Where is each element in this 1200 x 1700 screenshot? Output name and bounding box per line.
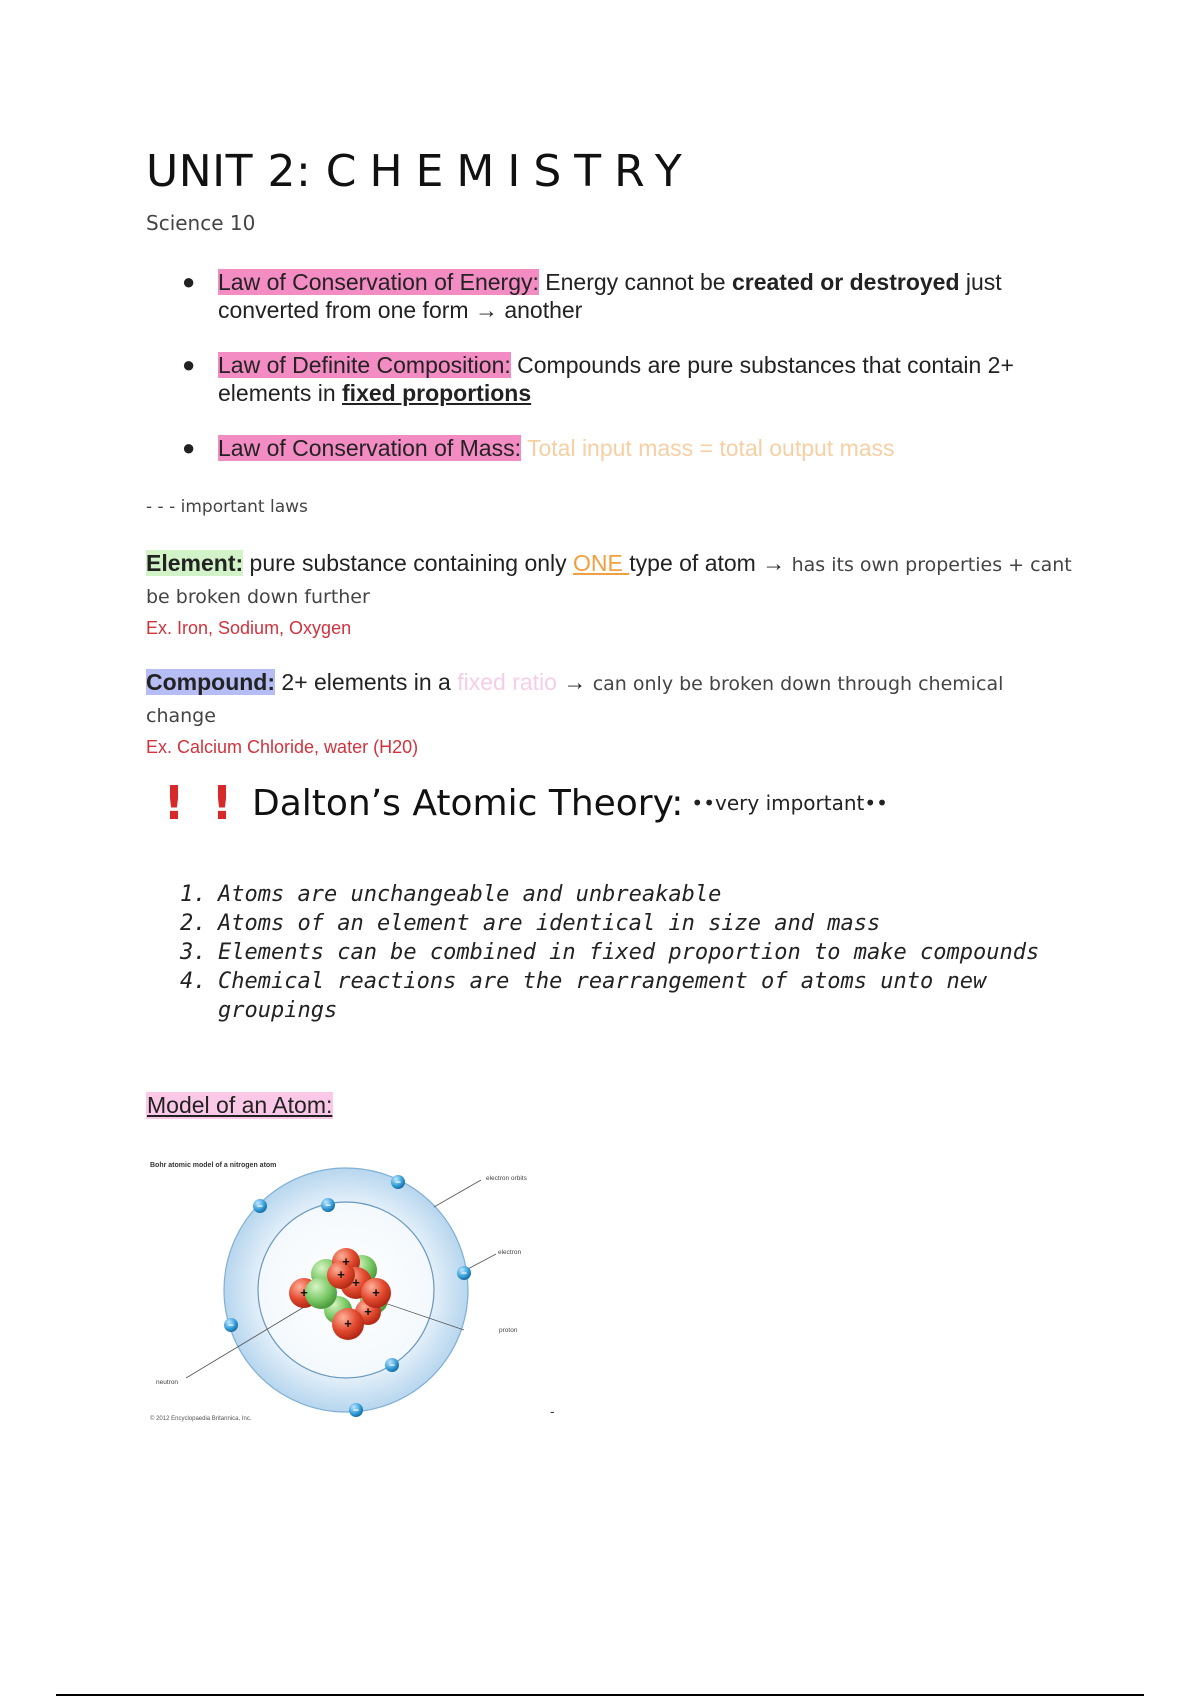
electron-label: electron	[498, 1249, 522, 1256]
title-prefix: UNIT 2:	[146, 146, 326, 197]
dalton-heading	[150, 776, 888, 830]
list-number: 3.	[180, 940, 207, 965]
element-text: type of atom →	[629, 550, 792, 576]
exclamation-icon: !	[163, 776, 185, 830]
law-bold: created or destroyed	[731, 269, 960, 295]
diagram-title: Bohr atomic model of a nitrogen atom	[150, 1162, 277, 1169]
dalton-title: Dalton’s Atomic Theory:	[252, 782, 684, 824]
law-definite-composition	[180, 351, 1080, 407]
law-faded-text: Total input mass = total output mass	[526, 435, 895, 461]
bullet-icon: ●	[182, 435, 196, 460]
electron-sign: −	[395, 1177, 401, 1189]
compound-text: →	[556, 669, 593, 695]
electron-sign: −	[353, 1405, 359, 1417]
page-title	[146, 146, 695, 197]
proton-sign: +	[342, 1254, 350, 1269]
law-name: Law of Conservation of Mass:	[218, 435, 521, 461]
electron-sign: −	[461, 1268, 467, 1280]
neutron-label: neutron	[156, 1379, 179, 1386]
list-number: 2.	[180, 911, 207, 936]
list-number: 4.	[180, 969, 207, 994]
orbit-label: electron orbits	[486, 1175, 527, 1182]
law-text: Compounds are pure substances that contain 2+ elements in	[218, 352, 1014, 406]
page-subtitle: Science 10	[146, 211, 256, 235]
electron-sign: −	[257, 1201, 263, 1213]
compound-definition	[146, 667, 1076, 758]
compound-faded: fixed ratio	[457, 669, 557, 695]
bullet-icon: ●	[182, 269, 196, 294]
list-text: Atoms of an element are identical in size and mass	[218, 911, 881, 936]
list-item	[180, 967, 1080, 1025]
proton-sign: +	[300, 1285, 308, 1300]
law-name: Law of Conservation of Energy:	[218, 269, 539, 295]
dalton-note: ••very important••	[691, 791, 888, 815]
law-conservation-energy	[180, 268, 1080, 324]
electron-sign: −	[228, 1320, 234, 1332]
list-number: 1.	[180, 882, 207, 907]
proton-sign: +	[344, 1316, 352, 1331]
law-text: just converted from one form → another	[218, 269, 1002, 323]
list-item	[180, 909, 1080, 938]
copyright-credit: © 2012 Encyclopaedia Britannica, Inc.	[150, 1416, 252, 1422]
compound-term: Compound:	[146, 669, 276, 695]
law-conservation-mass	[180, 434, 1080, 462]
electron-sign: −	[325, 1200, 331, 1212]
proton-sign: +	[352, 1275, 360, 1290]
element-example: Ex. Iron, Sodium, Oxygen	[146, 618, 352, 638]
proton-sign: +	[372, 1285, 380, 1300]
law-bold: fixed proportions	[342, 380, 532, 406]
element-text: pure substance containing only	[243, 550, 574, 576]
list-text: Chemical reactions are the rearrangement of atoms unto new groupings	[218, 969, 987, 1023]
laws-list	[180, 268, 1080, 489]
element-definition	[146, 548, 1076, 639]
list-text: Atoms are unchangeable and unbreakable	[218, 882, 722, 907]
list-item	[180, 880, 1080, 909]
stray-mark: -	[550, 1403, 555, 1419]
title-word: CHEMISTRY	[325, 146, 695, 197]
exclamation-icon: !	[211, 776, 233, 830]
element-one: ONE	[573, 550, 630, 576]
proton-label: proton	[499, 1327, 518, 1334]
orbit-leader-line	[434, 1180, 481, 1207]
footer-rule	[56, 1694, 1144, 1696]
compound-continuation: can only be broken down through chemical change	[146, 673, 1004, 727]
compound-text: 2+ elements in a	[275, 669, 458, 695]
proton-sign: +	[337, 1267, 345, 1282]
atom-diagram	[146, 1150, 566, 1430]
electron-leader-line	[466, 1254, 496, 1270]
element-continuation: has its own properties + cant be broken down further	[146, 554, 1072, 608]
bullet-icon: ●	[182, 352, 196, 377]
dalton-theory-list	[180, 880, 1080, 1025]
model-heading: Model of an Atom:	[147, 1092, 333, 1118]
law-text: Energy cannot be	[538, 269, 732, 295]
proton-sign: +	[364, 1304, 372, 1319]
legend-note: - - - important laws	[146, 497, 308, 517]
element-term: Element:	[146, 550, 244, 576]
electron-sign: −	[389, 1360, 395, 1372]
compound-example: Ex. Calcium Chloride, water (H20)	[146, 737, 419, 757]
list-text: Elements can be combined in fixed proportion to make compounds	[218, 940, 1040, 965]
law-name: Law of Definite Composition:	[218, 352, 511, 378]
list-item	[180, 938, 1080, 967]
